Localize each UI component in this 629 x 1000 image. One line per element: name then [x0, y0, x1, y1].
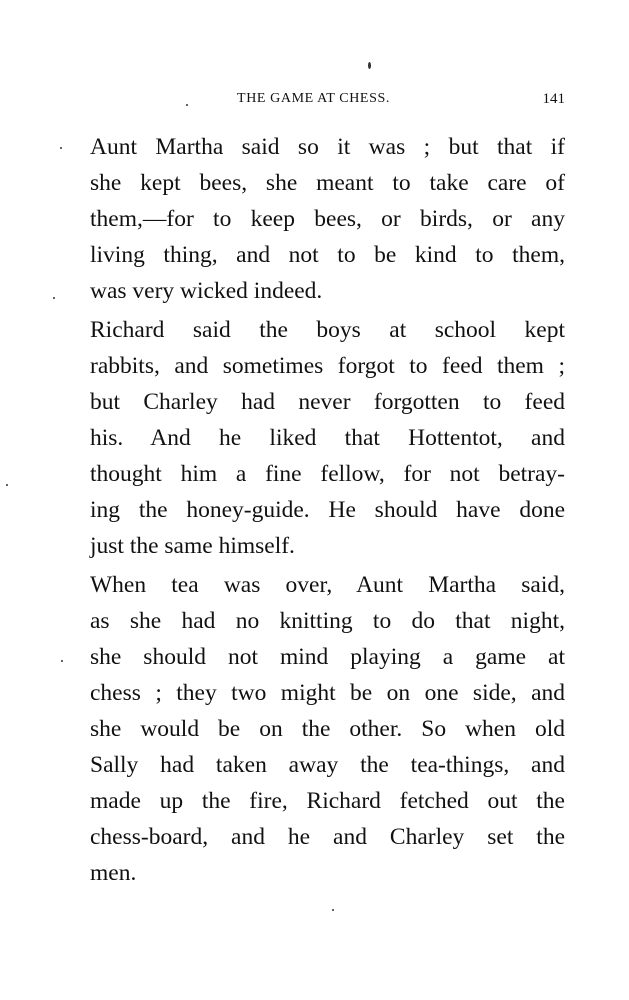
text-line: as she had no knitting to do that night,	[90, 608, 565, 634]
text-line: them,—for to keep bees, or birds, or any	[90, 206, 565, 232]
paragraph-3	[62, 567, 565, 891]
page-header	[62, 91, 565, 111]
text-line: his. And he liked that Hottentot, and	[90, 425, 565, 451]
text-line: Sally had taken away the tea-things, and	[90, 752, 565, 778]
text-line: living thing, and not to be kind to them,	[90, 242, 565, 268]
text-line: but Charley had never forgotten to feed	[90, 389, 565, 415]
text-line: made up the fire, Richard fetched out the	[90, 788, 565, 814]
running-head: THE GAME AT CHESS.	[237, 91, 390, 106]
text-line: Aunt Martha said so it was ; but that if	[90, 134, 565, 160]
text-line: chess ; they two might be on one side, and	[90, 680, 565, 706]
ink-speck	[332, 909, 334, 911]
text-line: just the same himself.	[90, 533, 295, 559]
ink-speck	[53, 297, 55, 299]
text-line: she kept bees, she meant to take care of	[90, 170, 565, 196]
text-line: chess-board, and he and Charley set the	[90, 824, 565, 850]
text-line: men.	[90, 860, 137, 886]
text-line: ing the honey-guide. He should have done	[90, 497, 565, 523]
paragraph-2	[62, 312, 565, 564]
page-number: 141	[542, 91, 565, 107]
text-line: she should not mind playing a game at	[90, 644, 565, 670]
text-line: thought him a fine fellow, for not betray-	[90, 461, 565, 487]
text-line: Richard said the boys at school kept	[90, 317, 565, 343]
text-line: she would be on the other. So when old	[90, 716, 565, 742]
text-line: was very wicked indeed.	[90, 278, 323, 304]
ink-speck	[368, 62, 371, 69]
text-line: When tea was over, Aunt Martha said,	[90, 572, 565, 598]
text-line: rabbits, and sometimes forgot to feed them ;	[90, 353, 565, 379]
ink-speck	[6, 484, 8, 486]
body-text	[62, 129, 565, 894]
paragraph-1	[62, 129, 565, 309]
